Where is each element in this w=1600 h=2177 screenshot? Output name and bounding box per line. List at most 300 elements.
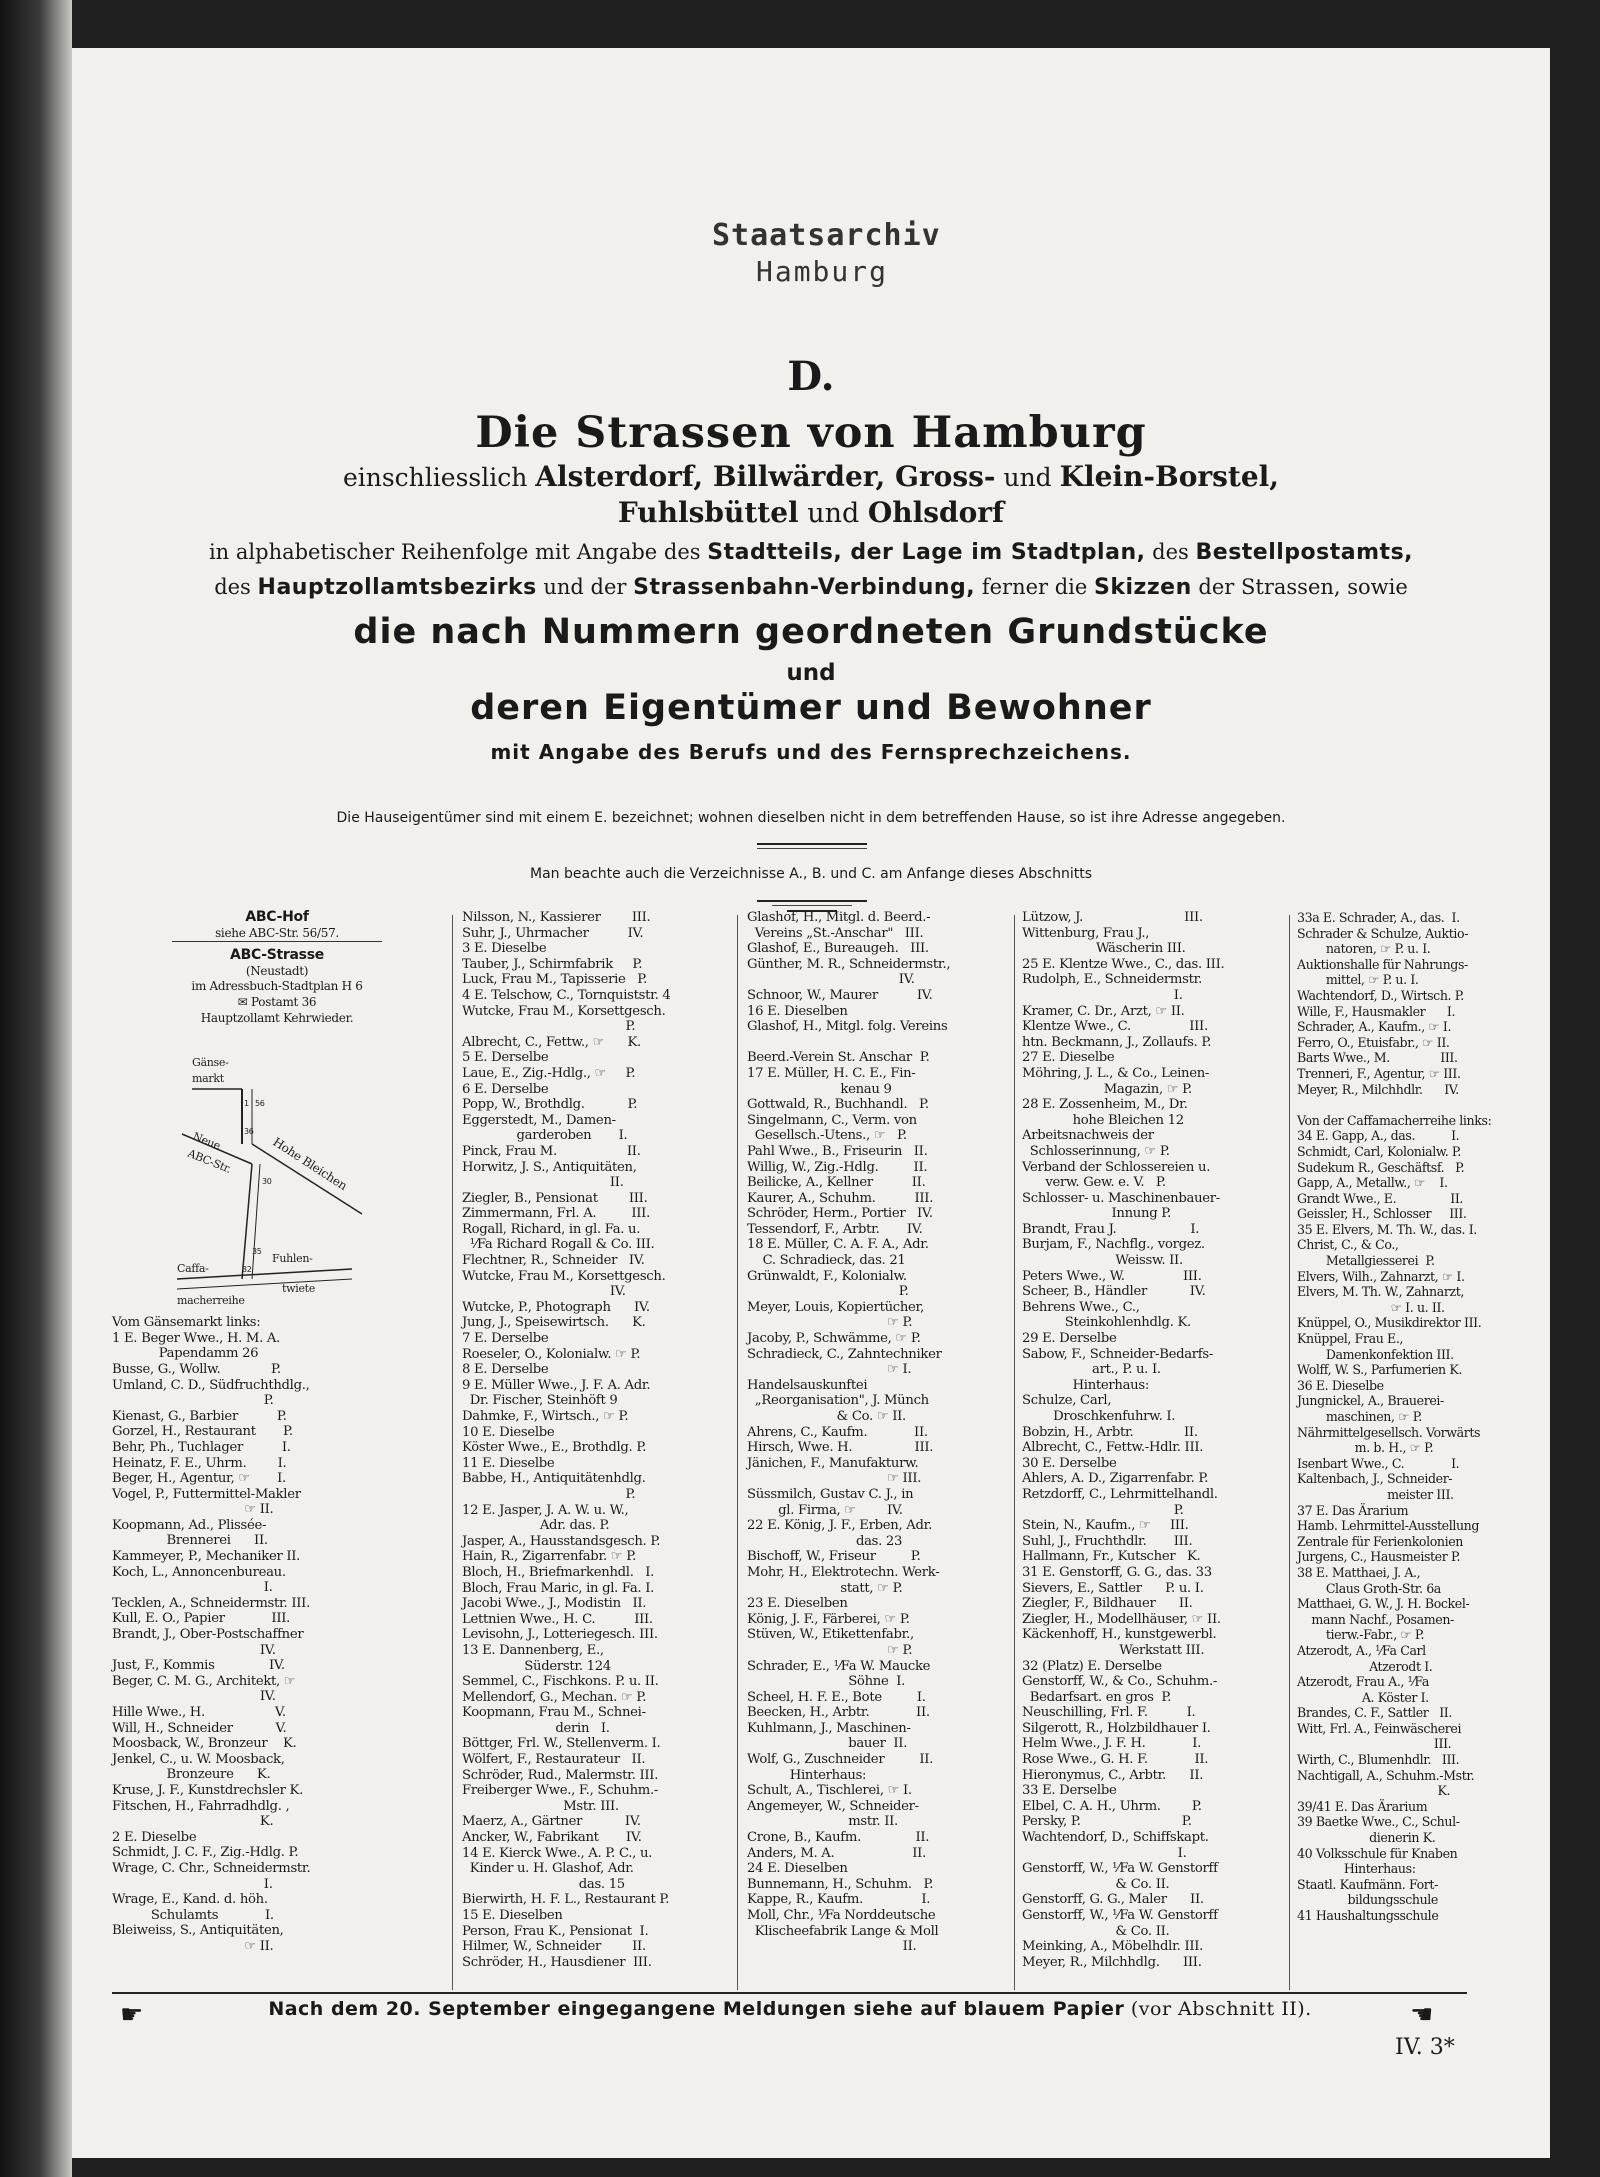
directory-entry: statt, ☞ P.: [747, 1580, 903, 1596]
directory-entry: Staatl. Kaufmänn. Fort-: [1297, 1876, 1438, 1892]
directory-entry: Tessendorf, F., Arbtr. IV.: [747, 1221, 923, 1237]
directory-entry: Tauber, J., Schirmfabrik P.: [462, 956, 643, 972]
street-sketch-map: [172, 1034, 372, 1309]
directory-entry: Jänichen, F., Manufakturw.: [747, 1455, 919, 1471]
directory-entry: P.: [1022, 1502, 1184, 1518]
directory-entry: Magazin, ☞ P.: [1022, 1081, 1192, 1097]
directory-entry: Sudekum R., Geschäftsf. P.: [1297, 1159, 1465, 1175]
directory-entry: Barts Wwe., M. III.: [1297, 1050, 1458, 1066]
directory-entry: Lettnien Wwe., H. C. III.: [462, 1611, 653, 1627]
directory-entry: Pinck, Frau M. II.: [462, 1143, 641, 1159]
directory-entry: Hamb. Lehrmittel-Ausstellung: [1297, 1518, 1480, 1534]
desc2-b3: Skizzen: [1094, 575, 1192, 600]
directory-entry: Wölfert, F., Restaurateur II.: [462, 1752, 646, 1768]
directory-entry: Kruse, J. F., Kunstdrechsler K.: [112, 1782, 303, 1798]
directory-entry: IV.: [462, 1284, 626, 1300]
directory-entry: Angemeyer, W., Schneider-: [747, 1798, 919, 1814]
directory-entry: Brennerei II.: [112, 1533, 268, 1549]
desc1-t1: in alphabetischer Reihenfolge mit Angabe des: [208, 540, 701, 564]
directory-entry: Atzerodt, Frau A., ⅟Fa: [1297, 1674, 1429, 1690]
directory-entry: Schröder, Rud., Malermstr. III.: [462, 1767, 659, 1783]
directory-entry: Gorzel, H., Restaurant P.: [112, 1424, 293, 1440]
desc2-t2: und der: [543, 575, 627, 599]
directory-entry: Gottwald, R., Buchhandl. P.: [747, 1097, 929, 1113]
directory-entry: Claus Groth-Str. 6a: [1297, 1580, 1441, 1596]
directory-entry: Grandt Wwe., E. II.: [1297, 1190, 1464, 1206]
directory-entry: 24 E. Dieselben: [747, 1861, 848, 1877]
directory-entry: 4 E. Telschow, C., Tornquiststr. 4: [462, 987, 671, 1003]
directory-entry: Zentrale für Ferienkolonien: [1297, 1533, 1464, 1549]
directory-entry: Elvers, Wilh., Zahnarzt, ☞ I.: [1297, 1268, 1465, 1284]
directory-entry: ☞ III.: [747, 1471, 922, 1487]
subtitle-line1: [132, 460, 1490, 493]
directory-entry: Meyer, Louis, Kopiertücher,: [747, 1299, 924, 1315]
column-5: [1297, 910, 1492, 1995]
directory-entry: Hirsch, Wwe. H. III.: [747, 1440, 934, 1456]
directory-entry: Brandt, Frau J. I.: [1022, 1221, 1200, 1237]
directory-entry: Hinterhaus:: [747, 1767, 867, 1783]
directory-entry: 38 E. Matthaei, J. A.,: [1297, 1564, 1421, 1580]
directory-entry: II.: [747, 1939, 917, 1955]
directory-entry: 5 E. Derselbe: [462, 1050, 549, 1066]
directory-entry: Papendamm 26: [112, 1346, 259, 1362]
directory-entry: Crone, B., Kaufm. II.: [747, 1830, 930, 1846]
directory-entry: Ziegler, B., Pensionat III.: [462, 1190, 648, 1206]
directory-entry: Glashof, H., Mitgl. folg. Vereins: [747, 1019, 948, 1035]
directory-entry: Umland, C. D., Südfruchthdlg.,: [112, 1377, 310, 1393]
directory-entry: Wirth, C., Blumenhdlr. III.: [1297, 1752, 1460, 1768]
map-label-markt: markt: [192, 1072, 224, 1086]
directory-entry: Kramer, C. Dr., Arzt, ☞ II.: [1022, 1003, 1185, 1019]
map-road: [252, 1164, 260, 1279]
directory-entry: Albrecht, C., Fettw.-Hdlr. III.: [1022, 1440, 1204, 1456]
directory-entry: 31 E. Genstorff, G. G., das. 33: [1022, 1564, 1212, 1580]
directory-entry: 33 E. Derselbe: [1022, 1783, 1117, 1799]
directory-entry: tierw.-Fabr., ☞ P.: [1297, 1627, 1425, 1643]
directory-entry: Retzdorff, C., Lehrmittelhandl.: [1022, 1486, 1218, 1502]
note-directories: Man beachte auch die Verzeichnisse A., B. und C. am Anfange dieses Abschnitts: [530, 866, 1092, 882]
directory-entry: Behrens Wwe., C.,: [1022, 1299, 1140, 1315]
directory-entry: [747, 1035, 1009, 1051]
directory-entry: Luck, Frau M., Tapisserie P.: [462, 972, 648, 988]
directory-entry: Kaurer, A., Schuhm. III.: [747, 1190, 934, 1206]
directory-entry: Dr. Fischer, Steinhöft 9: [462, 1393, 618, 1409]
directory-entry: 18 E. Müller, C. A. F. A., Adr.: [747, 1237, 929, 1253]
directory-entry: maschinen, ☞ P.: [1297, 1409, 1422, 1424]
directory-entry: verw. Gew. e. V. P.: [1022, 1175, 1166, 1191]
subtitle2-mid: und: [807, 498, 860, 529]
directory-entry: ☞ II.: [112, 1502, 274, 1518]
directory-entry: Knüppel, Frau E.,: [1297, 1331, 1404, 1347]
directory-entry: Freiberger Wwe., F., Schuhm.-: [462, 1783, 659, 1799]
heading-eigentuemer: deren Eigentümer und Bewohner: [470, 688, 1152, 728]
directory-entry: Beger, H., Agentur, ☞ I.: [112, 1471, 286, 1487]
directory-entry: Lützow, J. III.: [1022, 910, 1203, 925]
directory-entry: Rose Wwe., G. H. F. II.: [1022, 1752, 1209, 1768]
directory-entry: ☞ P.: [747, 1642, 913, 1658]
directory-entry: Gapp, A., Metallw., ☞ I.: [1297, 1175, 1448, 1191]
directory-entry: Wutcke, Frau M., Korsettgesch.: [462, 1268, 666, 1284]
directory-entry: „Reorganisation", J. Münch: [747, 1393, 929, 1409]
directory-entry: Koch, L., Annoncenbureau.: [112, 1564, 286, 1580]
directory-entry: Jung, J., Speisewirtsch. K.: [462, 1315, 646, 1331]
directory-entry: Bierwirth, H. F. L., Restaurant P.: [462, 1892, 670, 1908]
directory-entry: Köster Wwe., E., Brothdlg. P.: [462, 1440, 647, 1456]
directory-entry: Mellendorf, G., Mechan. ☞ P.: [462, 1689, 647, 1705]
pointing-hand-icon: ☛: [120, 2000, 144, 2030]
directory-entry: Babbe, H., Antiquitätenhdlg.: [462, 1471, 646, 1487]
directory-entry: 16 E. Dieselben: [747, 1003, 848, 1019]
directory-entry: 25 E. Klentze Wwe., C., das. III.: [1022, 956, 1225, 972]
directory-entry: Glashof, E., Bureaugeh. III.: [747, 941, 929, 957]
map-house-number: 35: [252, 1247, 262, 1257]
directory-entry: Arbeitsnachweis der: [1022, 1128, 1154, 1144]
directory-entry: Schröder, Herm., Portier IV.: [747, 1206, 933, 1222]
directory-entry: Popp, W., Brothdlg. P.: [462, 1097, 638, 1113]
directory-entry: Genstorff, G. G., Maler II.: [1022, 1892, 1204, 1908]
map-label-twiete: twiete: [282, 1282, 315, 1296]
directory-entry: Atzerodt I.: [1297, 1658, 1433, 1674]
book-gutter: [0, 0, 72, 2177]
directory-entry: P.: [462, 1019, 636, 1035]
subtitle1-a: Alsterdorf, Billwärder, Gross-: [535, 460, 996, 493]
directory-entry: Scheer, B., Händler IV.: [1022, 1284, 1206, 1300]
directory-entry: garderoben I.: [462, 1128, 628, 1144]
directory-entry: dienerin K.: [1297, 1830, 1436, 1846]
directory-entry: C. Schradieck, das. 21: [747, 1253, 906, 1269]
directory-entry: Genstorff, W., & Co., Schuhm.-: [1022, 1674, 1217, 1690]
directory-entry: Schlosser- u. Maschinenbauer-: [1022, 1190, 1220, 1206]
directory-entry: Helm Wwe., J. F. H. I.: [1022, 1736, 1202, 1752]
column-1: [112, 910, 442, 1995]
directory-entry: ☞ P.: [747, 1315, 913, 1331]
directory-entry: Busse, G., Wollw. P.: [112, 1361, 281, 1377]
abc-hauptzollamt: Hauptzollamt Kehrwieder.: [200, 1010, 354, 1025]
directory-entry: Süderstr. 124: [462, 1658, 611, 1674]
directory-entry: Ziegler, F., Bildhauer II.: [1022, 1596, 1193, 1612]
directory-entry: Meyer, R., Milchhdlr. IV.: [1297, 1081, 1459, 1097]
column-divider: [737, 915, 738, 1990]
directory-entry: Hilmer, W., Schneider II.: [462, 1939, 646, 1955]
directory-entry: Schröder, H., Hausdiener III.: [462, 1954, 652, 1970]
directory-entry: Schult, A., Tischlerei, ☞ I.: [747, 1783, 912, 1799]
directory-entry: 36 E. Dieselbe: [1297, 1377, 1384, 1393]
directory-entry: Jacoby, P., Schwämme, ☞ P.: [747, 1331, 921, 1347]
map-road: [177, 1279, 352, 1289]
directory-entry: Wittenburg, Frau J.,: [1022, 925, 1150, 941]
directory-entry: 35 E. Elvers, M. Th. W., das. I.: [1297, 1221, 1477, 1237]
directory-entry: Person, Frau K., Pensionat I.: [462, 1923, 649, 1939]
directory-entry: kenau 9: [747, 1081, 892, 1097]
directory-entry: Burjam, F., Nachflg., vorgez.: [1022, 1237, 1205, 1253]
directory-entry: gl. Firma, ☞ IV.: [747, 1502, 903, 1518]
directory-entry: Sabow, F., Schneider-Bedarfs-: [1022, 1346, 1213, 1362]
directory-entry: Klentze Wwe., C. III.: [1022, 1019, 1208, 1035]
directory-entry: Nachtigall, A., Schuhm.-Mstr.: [1297, 1767, 1475, 1783]
directory-entry: Elbel, C. A. H., Uhrm. P.: [1022, 1798, 1202, 1814]
directory-entry: Söhne I.: [747, 1674, 906, 1690]
directory-entry: Droschkenfuhrw. I.: [1022, 1409, 1176, 1424]
subtitle-line2: [132, 496, 1490, 529]
directory-entry: Gesellsch.-Utens., ☞ P.: [747, 1128, 907, 1144]
directory-entry: K.: [1297, 1783, 1451, 1799]
directory-entry: Rudolph, E., Schneidermstr.: [1022, 972, 1203, 988]
description-line2: [132, 575, 1490, 600]
directory-entry: Wutcke, Frau M., Korsettgesch.: [462, 1003, 666, 1019]
directory-entry: Hinterhaus:: [1297, 1861, 1416, 1877]
directory-entry: 9 E. Müller Wwe., J. F. A. Adr.: [462, 1377, 651, 1393]
directory-entry: Singelmann, C., Verm. von: [747, 1112, 917, 1128]
directory-entry: Süssmilch, Gustav C. J., in: [747, 1486, 914, 1502]
directory-entry: art., P. u. I.: [1022, 1362, 1161, 1378]
directory-entry: m. b. H., ☞ P.: [1297, 1440, 1434, 1456]
desc2-t4: der Strassen, sowie: [1198, 575, 1408, 599]
subtitle2-b: Ohlsdorf: [867, 496, 1005, 529]
directory-entry: ☞ I. u. II.: [1297, 1299, 1445, 1315]
column-divider: [1289, 915, 1290, 1990]
directory-entry: 41 Haushaltungsschule: [1297, 1908, 1439, 1923]
directory-entry: Jacobi Wwe., J., Modistin II.: [462, 1596, 647, 1612]
map-house-number: 32: [242, 1265, 252, 1275]
directory-entry: Stein, N., Kaufm., ☞ III.: [1022, 1518, 1189, 1534]
directory-entry: Ferro, O., Etuisfabr., ☞ II.: [1297, 1034, 1450, 1050]
description-line1: [132, 540, 1490, 565]
directory-entry: Vereins „St.-Anschar" III.: [747, 925, 924, 941]
directory-entry: Persky, P. P.: [1022, 1814, 1192, 1830]
directory-entry: I.: [1022, 987, 1183, 1003]
directory-entry: P.: [462, 1486, 636, 1502]
directory-entry: Eggerstedt, M., Damen-: [462, 1112, 616, 1128]
ornament-rule: [757, 843, 867, 845]
ornament-rule: [772, 905, 852, 906]
directory-entry: Vom Gänsemarkt links:: [112, 1315, 261, 1331]
directory-entry: III.: [1297, 1736, 1452, 1752]
footer-rule: [112, 1992, 1467, 1994]
directory-entry: Flechtner, R., Schneider IV.: [462, 1253, 645, 1269]
directory-entry: ☞ I.: [747, 1362, 912, 1378]
directory-entry: Kuhlmann, J., Maschinen-: [747, 1720, 911, 1736]
ornament-rule: [757, 900, 867, 902]
directory-entry: 33a E. Schrader, A., das. I.: [1297, 910, 1460, 925]
directory-entry: Stüven, W., Etikettenfabr.,: [747, 1627, 914, 1643]
subtitle1-mid: und: [1003, 463, 1052, 492]
directory-entry: 22 E. König, J. F., Erben, Adr.: [747, 1518, 933, 1534]
directory-entry: Bloch, Frau Maric, in gl. Fa. I.: [462, 1580, 655, 1596]
directory-entry: I.: [112, 1580, 273, 1596]
directory-entry: Laue, E., Zig.-Hdlg., ☞ P.: [462, 1065, 636, 1081]
directory-entry: Hieronymus, C., Arbtr. II.: [1022, 1767, 1204, 1783]
directory-entry: Pahl Wwe., B., Friseurin II.: [747, 1143, 928, 1159]
map-label-hohe-bleichen: Hohe Bleichen: [270, 1134, 350, 1194]
directory-entry: Knüppel, O., Musikdirektor III.: [1297, 1315, 1482, 1331]
directory-entry: Suhr, J., Uhrmacher IV.: [462, 925, 644, 941]
directory-entry: Wachtendorf, D., Schiffskapt.: [1022, 1830, 1209, 1846]
directory-entry: Grünwaldt, F., Kolonialw.: [747, 1268, 907, 1284]
directory-entry: Bunnemann, H., Schuhm. P.: [747, 1876, 934, 1892]
directory-entry: Roeseler, O., Kolonialw. ☞ P.: [462, 1346, 641, 1362]
directory-entry: 15 E. Dieselben: [462, 1908, 563, 1923]
map-house-number: 30: [262, 1177, 272, 1187]
directory-entry: Koopmann, Frau M., Schnei-: [462, 1705, 646, 1721]
directory-entry: derin I.: [462, 1720, 610, 1736]
directory-entry: Wolff, W. S., Parfumerien K.: [1297, 1362, 1462, 1378]
directory-entry: Matthaei, G. W., J. H. Bockel-: [1297, 1596, 1470, 1612]
column-4: [1022, 910, 1284, 1995]
directory-entry: Von der Caffamacherreihe links:: [1297, 1112, 1492, 1128]
directory-entry: Willig, W., Zig.-Hdlg. II.: [747, 1159, 928, 1175]
column-5-entries: [1297, 910, 1492, 1924]
directory-entry: Vogel, P., Futtermittel-Makler: [112, 1486, 301, 1502]
directory-entry: & Co. ☞ II.: [747, 1409, 906, 1424]
directory-entry: Klischeefabrik Lange & Moll: [747, 1923, 939, 1939]
directory-entry: Trenneri, F., Agentur, ☞ III.: [1297, 1065, 1461, 1081]
directory-entry: 8 E. Derselbe: [462, 1362, 549, 1378]
directory-entry: Wille, F., Hausmakler I.: [1297, 1003, 1456, 1019]
directory-entry: 29 E. Derselbe: [1022, 1331, 1117, 1347]
abc-postamt: ✉ Postamt 36: [237, 994, 317, 1009]
directory-entry: Beger, C. M. G., Architekt, ☞: [112, 1673, 296, 1689]
subtitle2-a: Fuhlsbüttel: [617, 496, 799, 529]
directory-entry: Verband der Schlossereien u.: [1022, 1159, 1211, 1175]
directory-entry: 32 (Platz) E. Derselbe: [1022, 1658, 1162, 1674]
directory-entry: Brandt, J., Ober-Postschaffner: [112, 1627, 304, 1643]
directory-entry: Innung P.: [1022, 1206, 1172, 1222]
directory-entry: Meyer, R., Milchhdlg. III.: [1022, 1954, 1202, 1970]
directory-entry: Mstr. III.: [462, 1798, 619, 1814]
directory-entry: Mohr, H., Elektrotechn. Werk-: [747, 1564, 940, 1580]
directory-entry: Ziegler, H., Modellhäuser, ☞ II.: [1022, 1611, 1221, 1627]
desc2-b1: Hauptzollamtsbezirks: [257, 575, 537, 600]
directory-entry: Genstorff, W., ⅟Fa W. Genstorff: [1022, 1908, 1218, 1923]
directory-entry: Moll, Chr., ⅟Fa Norddeutsche: [747, 1908, 936, 1923]
directory-entry: Beilicke, A., Kellner II.: [747, 1175, 926, 1191]
directory-entry: Schradieck, C., Zahntechniker: [747, 1346, 942, 1362]
directory-entry: 34 E. Gapp, A., das. I.: [1297, 1128, 1460, 1144]
directory-entry: Anders, M. A. II.: [747, 1845, 926, 1861]
directory-entry: mann Nachf., Posamen-: [1297, 1611, 1454, 1627]
directory-entry: Böttger, Frl. W., Stellenverm. I.: [462, 1736, 661, 1752]
column-2-entries: [462, 910, 724, 1970]
map-house-number: 36: [244, 1127, 254, 1137]
directory-entry: Kull, E. O., Papier III.: [112, 1611, 291, 1627]
directory-entry: Heinatz, F. E., Uhrm. I.: [112, 1455, 287, 1471]
directory-entry: I.: [1022, 1845, 1187, 1861]
directory-entry: Atzerodt, A., ⅟Fa Carl: [1297, 1642, 1426, 1658]
page-title: Die Strassen von Hamburg: [475, 408, 1147, 458]
directory-entry: Rogall, Richard, in gl. Fa. u.: [462, 1221, 641, 1237]
directory-entry: ☞ II.: [112, 1938, 274, 1954]
directory-entry: Schmidt, Carl, Kolonialw. P.: [1297, 1143, 1462, 1159]
map-label-macherreihe: macherreihe: [177, 1294, 245, 1308]
directory-entry: 39/41 E. Das Ärarium: [1297, 1798, 1428, 1814]
directory-entry: A. Köster I.: [1297, 1689, 1429, 1705]
directory-entry: I.: [112, 1876, 273, 1892]
directory-entry: Christ, C., & Co.,: [1297, 1237, 1399, 1253]
directory-entry: htn. Beckmann, J., Zollaufs. P.: [1022, 1034, 1212, 1050]
section-letter: D.: [787, 353, 835, 400]
directory-entry: 27 E. Dieselbe: [1022, 1050, 1115, 1066]
desc2-t3: ferner die: [981, 575, 1088, 599]
directory-entry: Hallmann, Fr., Kutscher K.: [1022, 1549, 1201, 1565]
directory-entry: hohe Bleichen 12: [1022, 1112, 1184, 1128]
column-3-entries: [747, 910, 1009, 1955]
directory-entry: Schrader & Schulze, Auktio-: [1297, 925, 1469, 941]
directory-entry: IV.: [112, 1689, 276, 1705]
desc1-b1: Stadtteils, der Lage im Stadtplan,: [707, 540, 1146, 565]
directory-entry: Jurgens, C., Hausmeister P.: [1297, 1549, 1461, 1565]
directory-entry: Hille Wwe., H. V.: [112, 1705, 286, 1720]
directory-entry: Witt, Frl. A., Feinwäscherei: [1297, 1720, 1462, 1736]
directory-entry: Moosback, W., Bronzeur K.: [112, 1736, 297, 1752]
directory-entry: Steinkohlenhdlg. K.: [1022, 1315, 1191, 1331]
directory-entry: Bobzin, H., Arbtr. II.: [1022, 1424, 1198, 1440]
map-label-gaense: Gänse-: [192, 1056, 229, 1070]
directory-entry: Schulze, Carl,: [1022, 1393, 1112, 1409]
directory-entry: Glashof, H., Mitgl. d. Beerd.-: [747, 910, 931, 925]
map-label-fuhlen: Fuhlen-: [272, 1252, 313, 1266]
directory-entry: IV.: [112, 1642, 276, 1658]
directory-entry: 3 E. Dieselbe: [462, 941, 547, 957]
directory-entry: P.: [112, 1393, 274, 1409]
directory-entry: Meinking, A., Möbelhdlr. III.: [1022, 1939, 1204, 1955]
directory-entry: 17 E. Müller, H. C. E., Fin-: [747, 1065, 916, 1081]
map-label-abc: ABC-Str.: [185, 1146, 233, 1176]
directory-entry: Tecklen, A., Schneidermstr. III.: [112, 1595, 310, 1611]
page-number: IV. 3*: [1395, 2035, 1455, 2060]
directory-entry: Schlosserinnung, ☞ P.: [1022, 1143, 1170, 1159]
directory-entry: Schrader, E., ⅟Fa W. Maucke: [747, 1658, 931, 1674]
directory-entry: Kammeyer, P., Mechaniker II.: [112, 1549, 301, 1565]
directory-entry: 11 E. Dieselbe: [462, 1455, 555, 1471]
directory-entry: 2 E. Dieselbe: [112, 1829, 197, 1845]
directory-entry: [1297, 1097, 1465, 1113]
directory-entry: II.: [462, 1175, 624, 1191]
abc-hof-title: ABC-Hof: [245, 909, 309, 925]
directory-entry: Zimmermann, Frl. A. III.: [462, 1206, 650, 1222]
ornament-rule: [757, 848, 867, 849]
directory-entry: 40 Volksschule für Knaben: [1297, 1845, 1458, 1861]
abc-map-ref: im Adressbuch-Stadtplan H 6: [191, 979, 363, 994]
directory-entry: bildungsschule: [1297, 1892, 1438, 1908]
note-owners: Die Hauseigentümer sind mit einem E. bezeichnet; wohnen dieselben nicht in dem betreffenden Hause, so ist ihre Adresse angegeben.: [336, 810, 1286, 826]
column-divider: [1014, 915, 1015, 1990]
directory-entry: Damenkonfektion III.: [1297, 1346, 1454, 1362]
directory-entry: 6 E. Derselbe: [462, 1081, 549, 1097]
directory-entry: Schnoor, W., Maurer IV.: [747, 987, 933, 1003]
directory-entry: Scheel, H. F. E., Bote I.: [747, 1689, 926, 1705]
directory-entry: mstr. II.: [747, 1814, 898, 1830]
directory-entry: Schulamts I.: [112, 1907, 274, 1923]
column-3: [747, 910, 1009, 1995]
directory-entry: Kappe, R., Kaufm. I.: [747, 1892, 931, 1908]
directory-entry: Levisohn, J., Lotteriegesch. III.: [462, 1627, 658, 1643]
column-2: [462, 910, 724, 1995]
directory-entry: Käckenhoff, H., kunstgewerbl.: [1022, 1627, 1217, 1643]
directory-entry: Schmidt, J. C. F., Zig.-Hdlg. P.: [112, 1845, 299, 1861]
directory-entry: Genstorff, W., ⅟Fa W. Genstorff: [1022, 1861, 1218, 1877]
directory-entry: 7 E. Derselbe: [462, 1331, 549, 1347]
pointing-hand-icon: ☛: [1410, 2000, 1434, 2030]
subtitle1-b: Klein-Borstel,: [1059, 460, 1280, 493]
directory-entry: Will, H., Schneider V.: [112, 1720, 287, 1736]
column-1-entries: [112, 1315, 442, 1954]
map-label-neue: Neue: [190, 1129, 223, 1153]
desc2-b2: Strassenbahn-Verbindung,: [633, 575, 976, 600]
directory-entry: Nährmittelgesellsch. Vorwärts: [1297, 1424, 1481, 1440]
directory-entry: Kaltenbach, J., Schneider-: [1297, 1471, 1453, 1487]
directory-entry: 37 E. Das Ärarium: [1297, 1502, 1409, 1518]
directory-entry: 13 E. Dannenberg, E.,: [462, 1642, 604, 1658]
